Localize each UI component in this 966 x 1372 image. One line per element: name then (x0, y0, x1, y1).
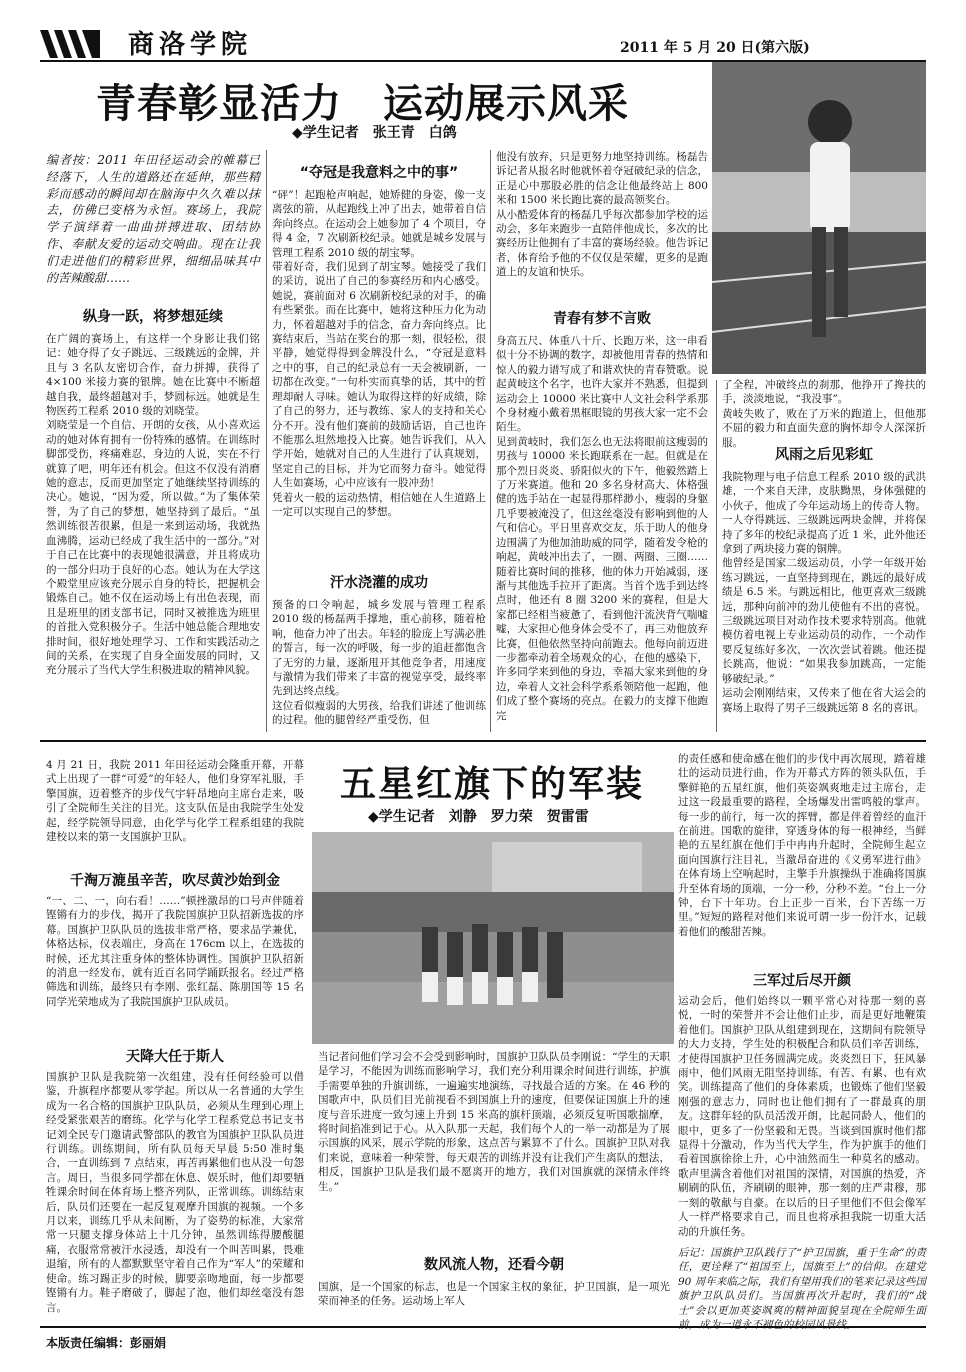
flag-guard-photo (312, 832, 674, 1044)
masthead-logo: 商洛学院 (128, 30, 253, 60)
subhead-mission: 天降大任于斯人 (126, 1049, 224, 1065)
subhead-dream: 青春有梦不言败 (553, 311, 651, 327)
article1-headline: 青春彰显活力 运动展示风采 (96, 80, 629, 127)
subhead-smile: 三军过后尽开颜 (753, 973, 851, 989)
subhead-leap: 纵身一跃，将梦想延续 (83, 309, 223, 325)
subhead-sweat: 汗水浇灌的成功 (330, 575, 428, 591)
subhead-champion: “夺冠是我意料之中的事” (299, 165, 459, 181)
runner-photo (712, 62, 926, 374)
article2-headline: 五星红旗下的军装 (340, 764, 645, 805)
column-rule (490, 150, 491, 732)
body-rainbow: 我院物理与电子信息工程系 2010 级的武洪雄，一个来自天津，皮肤黝黑，身体强健的小伙子，他成了今年运动场上的传奇人物。一人夺得跳远、三级跳远两块金牌，并将保持了多年的校纪录提高了近 1 米，此外他还拿到了两块接力赛的铜牌。 他曾经是国家二级运动员，小学一年级开始练习跳远，一直坚持到现在，跳远的最好成绩是 6.5 米。与跳远相比，他更喜欢三级跳远，那种向前冲的劲儿使他有不出的喜悦。三级跳远项目对动作技术要求特别高。他就模仿着电视上专业运动员的动作，一个动作要反复练好多次，一次次尝试着跳。他还提长跳高，他说：“如果我参加跳高，一定能够破纪录。” 运动会刚刚结束，又传来了他在省大运会的赛场上取得了男子三级跳远第 8 名的喜讯。 (722, 471, 926, 714)
body-after: 运动会后，他们始终以一颗平常心对待那一刻的喜悦，一时的荣誉并不会让他们止步，而是更好地鞭策着他们。国旗护卫队从组建到现在，这期间有院领导的大力支持，学生处的积极配合和队员们辛苦训练，才使得国旗护卫任务圆满完成。炎炎烈日下，狂风暴雨中，他们风雨无阻坚持训练，有苦、有累、也有欢笑。训练提高了他们的身体素质，也锻炼了他们坚毅刚强的意志力，同时也让他们拥有了一群最真的朋友。这群年轻的队员活泼开朗，比起同龄人，他们的眼中，更多了一份坚毅和无畏。当谈到国旗时他们都显得十分激动，作为当代大学生，作为护旗手的他们看着国旗徐徐上升，心中油然而生一种莫名的感动。歌声里满含着他们对祖国的深情，对国旗的热爱，齐刷刷的队伍，齐刷刷的眼神，那一刻的庄严肃穆，那一刻的敬献与自豪。在以后的日子里他们不但会像军人一样严格要求自己，而且也将承担我院一切重大活动的升旗任务。 (678, 995, 926, 1238)
body-ceremony: 的责任感和使命感在他们的步伐中再次展现，踏着雄壮的运动员进行曲，作为开幕式方阵的领头队伍，手擎鲜艳的五星红旗，他们英姿飒爽地走过主席台，走过这一段最重要的路程，全场爆发出雷鸣般的掌声。每一步的前行，每一次的挥臂，都是伴着曾经的血汗在前进。国歌的旋律，穿透身体的每一根神经，当鲜艳的五星红旗在他们手中冉冉升起时，全院师生起立面向国旗行注目礼，当激昂奋进的《义勇军进行曲》在体育场上空响起时，主擎手升旗操纵于准确将国旗升至体育场的顶端，一分一秒，分秒不差。“台上一分钟，台下十年功。台上正步一百米，台下苦练一万里。”短短的路程对他们来说可谓一步一份汗水，记载着他们的酸甜苦辣。 (678, 753, 926, 938)
body-selection: “一、二、一，向右看！……”顿挫激昂的口号声伴随着铿锵有力的步伐，揭开了我院国旗护卫队招新选拔的序幕。国旗护卫队队员的选拔非常严格，要求品学兼优，体格达标，仪表端庄，身高在 176cm 以上，在选拔的时候，还尤其注重身体的整体协调性。国旗护卫队招新的消息一经发布，就有近百名同学踊跃报名。经过严格筛选和训练，最终只有李刚、张红磊、陈朋国等 15 名同学光荣地成为了我院国旗护卫队成员。 (46, 895, 304, 1008)
body-leap: 在广阔的赛场上，有这样一个身影让我们铭记：她夺得了女子跳远、三级跳远的金牌，并且与 3 名队友密切合作，奋力拼搏，获得了 4×100 米接力赛的银牌。她在比赛中不断超越自我，最终超越对手，梦圆标远。她就是生物医药工程系 2010 级的刘晓莹。 刘晓莹是一个自信、开朗的女孩，从小喜欢运动的她对体育拥有一份特殊的感情。在训练时脚部受伤，疼痛难忍，身边的人说，实在不行就算了吧，明年还有机会。但这不仅没有消磨她的意志，反而更加坚定了她继续坚持训练的决心。她说，“因为爱，所以做。”为了集体荣誉，为了自己的梦想，她坚持到了最后。“虽然训练很苦很累，但是一来到运动场，我就热血沸腾，运动已经成了我生活中的一部分。”对于自己在比赛中的表现她很满意，并且将成功的一部分归功于良好的心态。她认为在大学这个殿堂里应该充分展示自身的特长，把握机会锻炼自己。她不仅在运动场上有出色表现，而且是班里的团支部书记，同时又被推选为班里的首批入党积极分子。生活中她总能合理地安排时间，很好地处理学习、工作和实践活动之间的关系，在实现了自身全面发展的同时，又充分展示了当代大学生积极进取的精神风貌。 (46, 333, 260, 677)
article1-byline: ◆学生记者 张王青 白鸽 (292, 125, 457, 141)
column-rule (716, 380, 717, 732)
body-sweat: 预备的口令响起，城乡发展与管理工程系 2010 级的杨磊两手撑地，重心前移，随着枪响，他奋力冲了出去。年轻的脸庞上写满必胜的誓言，每一次的呼吸，每一步的追赶都饱含了无穷的力量，逐渐甩开其他竞争者，用速度与激情为我们带来了丰富的视觉享受，最终率先到达终点线。 这位看似瘦弱的大男孩，给我们讲述了他训练的过程。他的腿曾经严重受伤，但 (272, 599, 486, 727)
subhead-rainbow: 风雨之后见彩虹 (775, 447, 873, 463)
footer-editor: 本版责任编辑：彭丽娟 (46, 1336, 167, 1350)
editor-note: 编者按：2011 年田径运动会的帷幕已经落下，人生的道路还在延伸，那些精彩而感动的瞬间却在脑海中久久难以抹去，仿佛已变格为永恒。赛场上，我院学子演绎着一曲曲拼搏进取、团结协作、奉献友爱的运动交响曲。现在让我们走进他们的精彩世界，细细品味其中的苦辣酸甜…… (46, 153, 260, 285)
body-dream-end: 了全程，冲破终点的刹那，他挣开了搀扶的手，淡淡地说，“我没事”。 黄岐失败了，败在了万米的跑道上，但他那不屈的毅力和直面失意的胸怀却令人深深折服。 (722, 379, 926, 449)
footer-rule (40, 1326, 926, 1328)
body-yanglei-cont: 他没有放弃，只是更努力地坚持训练。杨磊告诉记者从报名时他就怀着夺冠破纪录的信念，正是心中那股必胜的信念让他最终站上 800 米和 1500 米长跑比赛的最高领奖台。 从小酷爱体育的杨磊几乎每次都参加学校的运动会，多年来跑步一直陪伴他成长，多次的比赛经历让他拥有了丰富的赛场经验。他告诉记者，体育给予他的不仅仅是荣耀，更多的是跑道上的友谊和快乐。 (496, 151, 708, 279)
body-interview: 当记者问他们学习会不会受到影响时，国旗护卫队队员李刚说：“学生的天职是学习，不能因为训练而影响学习，我们充分利用课余时间进行训练，护旗手需要单独的升旗训练，一遍遍实地演练，寻找最合适的方案。在 46 秒的国歌声中，队员们目光前视看不到国旗上升的速度，但要保证国旗上升的速度与音乐进度一致匀速上升到 15 米高的旗杆顶端，必须反复听国歌揣摩，将时间掐准到记于心。从入队那一天起，我们每个人的一举一动都是为了展示国旗的风采，展示学院的形象，这点苦与累算不了什么。国旗护卫队对我们来说，意味着一种荣誉，每天艰苦的训练并没有让我们产生离队的想法，相反，国旗护卫队是我们最不愿离开的地方，我们对国旗就的深情永伴终生。” (318, 1051, 670, 1193)
body-training: 国旗护卫队是我院第一次组建，没有任何经验可以借鉴，升旗程序都要从零学起。所以从一名普通的大学生成为一名合格的国旗护卫队队员，必须从生理到心理上经受紧张艰苦的磨练。化学与化学工程系党总书记支书记刘全民专门邀请武警部队的教官为国旗护卫队队员进行训练。训练期间，所有队员每天早晨 5:50 准时集合，一直训练到 7 点结束，再苦再累他们也从没一句怨言。周日，当很多同学都在休息、娱乐时，他们却要牺牲课余时间在体育场上整齐列队，正常训练。训练结束后，队员们还要在一起反复观摩升国旗的视频。一个多月以来，训练几乎从未间断，为了姿势的标准，大家常常一只腿支撑身体站上十几分钟，虽然训练得腰酸腿痛，衣服常常被汗水浸透，却没有一个叫苦叫累，畏难退缩，所有的人都默默坚守着自己作为“军人”的荣耀和使命。练习踢正步的时候，脚要亲吻地面，每一步都要铿锵有力。鞋子磨破了，脚起了泡，他们却丝毫没有怨言。 (46, 1071, 304, 1314)
masthead-stripes (40, 30, 100, 58)
body-flag: 国旗，是一个国家的标志，也是一个国家主权的象征，护卫国旗，是一项光荣而神圣的任务。运动场上军人 (318, 1281, 670, 1308)
subhead-gold: 千淘万漉虽辛苦，吹尽黄沙始到金 (70, 873, 280, 889)
body-dream: 身高五尺、体重八十斤、长跑万米，这一串看似十分不协调的数字，却被他用青春的热情和惊人的毅力谱写成了和谐欢快的青春赞歌。说起黄岐这个名字，也许大家并不熟悉，但提到运动会上 10000 米比赛中人文社会科学系那个身材瘦小戴着黑框眼镜的男孩大家一定不会陌生。 见到黄岐时，我们怎么也无法将眼前这瘦弱的男孩与 10000 米长跑联系在一起。但就是在那个烈日炎炎、骄阳似火的下午，他毅然踏上了万米赛道。他和 20 多名身材高大、体格强健的选手站在一起显得那样渺小，瘦弱的身躯几乎要被淹没了，但这丝毫没有影响到他的人气和信心。平日里喜欢交友，乐于助人的他身边围满了为他加油助威的同学，随着发令枪的响起，黄岐冲出去了，一圈、两圈、三圈……随着比赛时间的推移，他的体力开始减弱，逐渐与其他选手拉开了距离。当首个选手到达终点时，他还有 8 圈 3200 米的赛程，但是大家都已经相当疲惫了，看到他汗流浃背气喘嘘嘘，大家担心他身体会受不了，再三劝他放弃比赛，但他依然坚持向前跑去。他每向前迈进一步都牵动着全场观众的心，在他的感染下，许多同学来到他的身边，幸福大家来到他的身边，牵着人文社会科学系系领陪他一起跑，他们成了整个赛场的亮点。在毅力的支撑下他跑完 (496, 335, 708, 722)
issue-date: 2011 年 5 月 20 日(第六版) (620, 40, 810, 56)
article2-byline: ◆学生记者 刘静 罗力荣 贺雷雷 (368, 809, 589, 825)
flag-intro: 4 月 21 日，我院 2011 年田径运动会隆重开幕，开幕式上出现了一群“可爱”的年轻人，他们身穿军礼服，手擎国旗，迈着整齐的步伐气宇轩昂地向主席台走来，吸引了全院师生关注的目光。这支队伍是由我院学生处发起，经学院领导同意，由化学与化学工程系组建的我院建校以来的第一支国旗护卫队。 (46, 759, 304, 844)
column-rule (266, 150, 267, 732)
afterword: 后记：国旗护卫队践行了“护卫国旗，重于生命”的责任，更诠释了“祖国至上，国旗至上”的信仰。在建党 90 周年来临之际，我们有望用我们的笔来记录这些国旗护卫队队员们。当国旗再次升起时，我们的“战士”会以更加英姿飒爽的精神面貌呈现在全院师生面前，成为一道永不褪色的校园风景线。 (678, 1247, 926, 1332)
section-rule (40, 740, 926, 742)
subhead-heroes: 数风流人物，还看今朝 (424, 1257, 564, 1273)
body-champion: “砰”！起跑枪声响起，她矫健的身姿，像一支离弦的箭，从起跑线上冲了出去，她带着自信奔向终点。在运动会上她参加了 4 个项目，夺得 4 金，7 次刷新校纪录。她就是城乡发展与管理工程系 2010 级的胡宝琴。 带着好奇，我们见到了胡宝琴。她接受了我们的采访，说出了自己的参赛经历和内心感受。她说，赛前面对 6 次刷新校纪录的对手，的确有些紧张。而在比赛中，她将这种压力化为动力，怀着超越对手的信念，奋力奔向终点。比赛结束后，当站在奖台的那一刻，很轻松，很平静，她觉得得到金牌没什么，“夺冠是意料之中的事，自己的纪录总有一天会被刷新，一切都在改变。”一句朴实而真挚的话，其中的哲理却耐人寻味。她认为取得这样的好成绩，除了自己的努力，还与教练、家人的支持和关心分不开。没有他们赛前的鼓励话语，自己也许不能那么坦然地投入比赛。她告诉我们，从入学开始，她就对自己的人生进行了认真规划，坚定自己的目标，并为它而努力奋斗。她觉得人生如赛场，心中应该有一股冲劲！ 凭着火一般的运动热情，相信她在人生道路上一定可以实现自己的梦想。 (272, 189, 486, 518)
